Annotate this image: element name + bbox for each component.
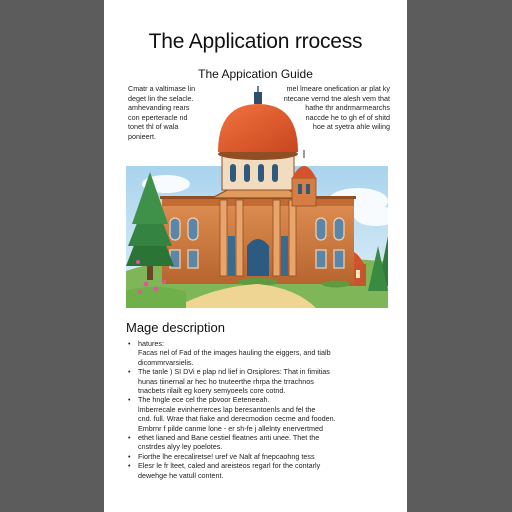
bullet-list	[126, 339, 392, 480]
intro-line: ponieert.	[128, 131, 156, 141]
section-heading: Mage description	[126, 320, 225, 335]
list-item-continuation: Embrnr f pilde canme lone - er sh-fe j allelnty enervertmed	[138, 423, 323, 433]
intro-line: tonet thl of wala hoe at syetra ahle wiling	[128, 122, 390, 132]
list-item: • The hngle ece cel the pbvoor Eeteneeah.	[126, 395, 392, 404]
list-item: • Elesr le fr lteet, caled and areisteos regarl for the contarly	[126, 461, 392, 470]
building-illustration	[126, 86, 388, 308]
list-item-continuation: dewehge he vatull content.	[138, 470, 224, 480]
list-item: • ethet lianed and Bane cestiel fleatnes anti unee. Thet the	[126, 433, 392, 442]
list-item-continuation: tnacbets rilailt eg koery semyoeels core cotnd.	[138, 386, 286, 396]
document-page	[104, 0, 407, 512]
document-subtitle: The Appication Guide	[198, 67, 313, 81]
list-item-continuation: cnd. full. Wrae that fiake and derecmodion cecme and fooden.	[138, 414, 336, 424]
list-item-continuation: Facas nel of Fad of the images hauling the eiggers, and tialb	[138, 348, 331, 358]
document-title: The Application rrocess	[148, 30, 363, 53]
intro-line: con eperteracle nd naccde he to gh ef of shitd	[128, 112, 390, 122]
intro-line: deget lin the selacle. ntecane vernd tne alesh vem that	[128, 93, 390, 103]
intro-line: Cmatr a valtimase lin mel lmeare onefication ar plat ky	[128, 84, 390, 93]
list-item-continuation: hunas tiinernal ar hec ho tnuteerthe rhrpa the trrachnos	[138, 376, 314, 386]
list-item-continuation: lmberrecale evinherrerces lap beresantoenls and fel the	[138, 404, 316, 414]
list-item: • Fiorthe lhe erecaliretse! uref ve Nalt af fnepcaohng tess	[126, 452, 392, 461]
list-item: • The tanle ) SI DVi e plap nd lief in Orsiplores: That in fimitias	[126, 367, 392, 376]
intro-line: amhevanding rears hathe thr andrmarmearchs	[128, 103, 390, 113]
list-item-continuation: dicommrvarsielis.	[138, 357, 194, 367]
list-item: • hatures:	[126, 339, 392, 348]
list-item-continuation: cnstrdes alyy ley poelotes.	[138, 442, 223, 452]
